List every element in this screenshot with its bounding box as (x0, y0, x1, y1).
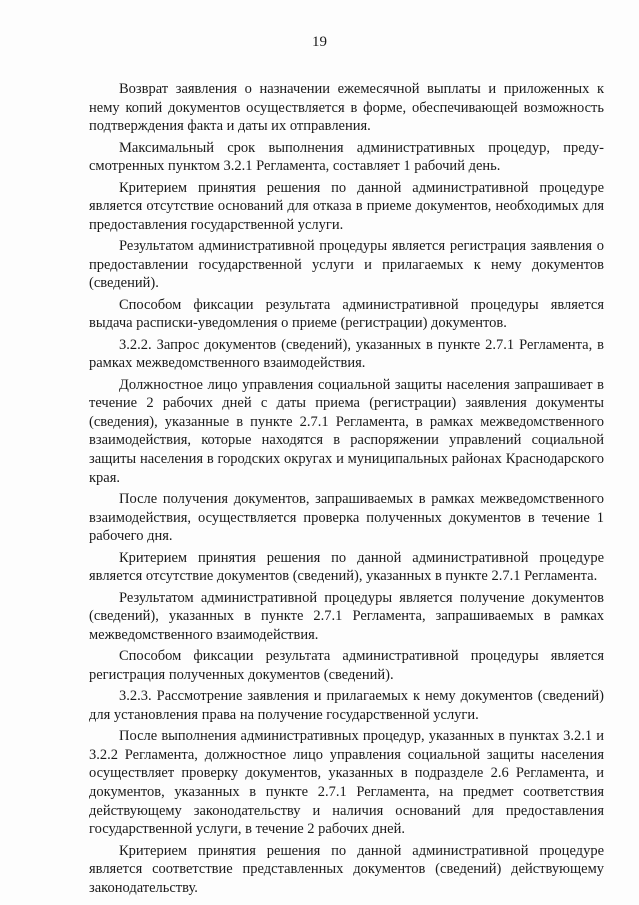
paragraph: 3.2.2. Запрос документов (сведений), указанных в пункте 2.7.1 Регламента, в рамках межведомственного взаимодействия. (89, 336, 604, 372)
paragraph: Результатом административной процедуры является регистрация заявления о предоставлении государственной услуги и прилагаемых к нему документов (сведений). (89, 238, 604, 292)
paragraph: Должностное лицо управления социальной защиты населения запрашивает в течение 2 рабочих дней с даты приема (регистрации) заявления документы (сведения), указанные в пункте 2.7.1 Регламента, в рамках межведомственного взаимодействия, которые находятся в распоряжении управлений социальной защиты населения в городских округах и муниципальных районах Краснодарского края. (89, 376, 604, 486)
paragraph: Результатом административной процедуры является получение документов (сведений), указанных в пункте 2.7.1 Регламента, запрашиваемых в рамках межведомственного взаимодействия. (89, 589, 604, 643)
paragraph: Возврат заявления о назначении ежемесячной выплаты и приложенных к нему копий документов осуществляется в форме, обеспечивающей возможность подтверждения факта и даты их отправления. (89, 81, 604, 135)
paragraph: Способом фиксации результата административной процедуры является выдача расписки-уведомления о приеме (регистрации) документов. (89, 296, 604, 332)
paragraph: После выполнения административных процедур, указанных в пунктах 3.2.1 и 3.2.2 Регламента, должностное лицо управления социальной защиты населения осуществляет проверку документов, указанных в подразделе 2.6 Регламента, и документов, указанных в пункте 2.7.1 Регламента, на предмет соответствия действующему законодательству и наличия оснований для предоставления государственной услуги, в течение 2 рабочих дней. (89, 728, 604, 838)
paragraph: Критерием принятия решения по данной административной процедуре является отсутствие документов (сведений), указанных в пункте 2.7.1 Регламента. (89, 549, 604, 585)
page-number: 19 (312, 34, 327, 50)
paragraph: После получения документов, запрашиваемых в рамках межведомственного взаимодействия, осуществляется проверка полученных документов в течение 1 рабочего дня. (89, 491, 604, 545)
paragraph: Максимальный срок выполнения административных процедур, предусмотренных пунктом 3.2.1 Регламента, составляет 1 рабочий день. (89, 139, 604, 175)
paragraph: 3.2.3. Рассмотрение заявления и прилагаемых к нему документов (сведений) для установления права на получение государственной услуги. (89, 688, 604, 723)
paragraph: Критерием принятия решения по данной административной процедуре является отсутствие оснований для отказа в приеме документов, необходимых для предоставления государственной услуги. (89, 179, 604, 233)
paragraph: Критерием принятия решения по данной административной процедуре является соответствие представленных документов (сведений) действующему законодательству. (89, 842, 604, 896)
body-text (89, 80, 604, 900)
paragraph: Способом фиксации результата административной процедуры является регистрация полученных документов (сведений). (89, 648, 604, 683)
